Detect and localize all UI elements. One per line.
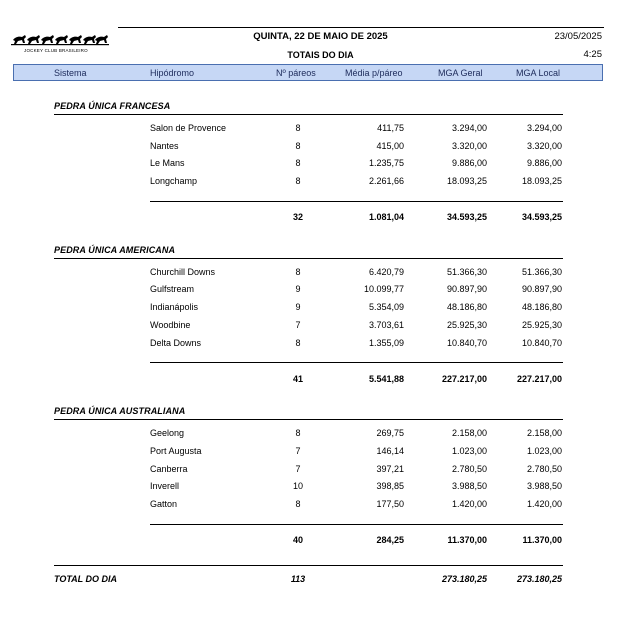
pareos-value: 8 bbox=[295, 123, 301, 133]
mga-geral-value: 1.023,00 bbox=[451, 446, 487, 456]
mga-geral-value: 3.320,00 bbox=[451, 141, 487, 151]
table-row bbox=[0, 176, 633, 190]
col-hipodromo: Hipódromo bbox=[150, 68, 195, 78]
hipodromo-name: Le Mans bbox=[150, 158, 185, 168]
grand-total-label: TOTAL DO DIA bbox=[54, 574, 117, 584]
media-value: 5.354,09 bbox=[368, 302, 404, 312]
media-value: 10.099,77 bbox=[363, 284, 404, 294]
total-media: 284,25 bbox=[376, 535, 404, 545]
media-value: 415,00 bbox=[376, 141, 404, 151]
report-title: TOTAIS DO DIA bbox=[287, 50, 354, 60]
media-value: 177,50 bbox=[376, 499, 404, 509]
mga-geral-value: 25.925,30 bbox=[446, 320, 487, 330]
mga-local-value: 10.840,70 bbox=[521, 338, 562, 348]
total-pareos: 40 bbox=[292, 535, 303, 545]
table-row bbox=[0, 284, 633, 298]
mga-geral-value: 1.420,00 bbox=[451, 499, 487, 509]
grand-total-mga-geral: 273.180,25 bbox=[441, 574, 487, 584]
mga-local-value: 90.897,90 bbox=[521, 284, 562, 294]
table-row bbox=[0, 158, 633, 172]
media-value: 3.703,61 bbox=[368, 320, 404, 330]
mga-geral-value: 90.897,90 bbox=[446, 284, 487, 294]
table-row bbox=[0, 302, 633, 316]
total-mga-local: 34.593,25 bbox=[521, 212, 562, 222]
grand-total-pareos: 113 bbox=[290, 574, 306, 584]
total-mga-local: 227.217,00 bbox=[516, 374, 562, 384]
hipodromo-name: Geelong bbox=[150, 428, 185, 438]
table-row bbox=[0, 464, 633, 478]
total-mga-local: 11.370,00 bbox=[522, 535, 562, 545]
mga-local-value: 48.186,80 bbox=[521, 302, 562, 312]
hipodromo-name: Port Augusta bbox=[150, 446, 202, 456]
mga-local-value: 25.925,30 bbox=[521, 320, 562, 330]
mga-geral-value: 48.186,80 bbox=[446, 302, 487, 312]
table-row bbox=[0, 481, 633, 495]
mga-local-value: 18.093,25 bbox=[521, 176, 562, 186]
table-row bbox=[0, 320, 633, 334]
pareos-value: 7 bbox=[295, 320, 301, 330]
total-media: 1.081,04 bbox=[368, 212, 404, 222]
mga-local-value: 51.366,30 bbox=[521, 267, 562, 277]
mga-geral-value: 3.294,00 bbox=[451, 123, 487, 133]
subtotal-rule bbox=[150, 201, 563, 202]
media-value: 398,85 bbox=[376, 481, 404, 491]
mga-local-value: 1.420,00 bbox=[526, 499, 562, 509]
grand-total-row bbox=[0, 574, 633, 588]
grand-total-mga-local: 273.180,25 bbox=[516, 574, 562, 584]
pareos-value: 8 bbox=[295, 158, 301, 168]
total-mga-geral: 34.593,25 bbox=[446, 212, 487, 222]
section-rule bbox=[54, 258, 563, 259]
report-date: QUINTA, 22 DE MAIO DE 2025 bbox=[253, 31, 388, 42]
hipodromo-name: Inverell bbox=[150, 481, 180, 491]
table-row bbox=[0, 446, 633, 460]
hipodromo-name: Salon de Provence bbox=[150, 123, 227, 133]
table-row bbox=[0, 499, 633, 513]
pareos-value: 8 bbox=[295, 428, 301, 438]
grand-total-rule bbox=[54, 565, 563, 566]
section-total-row bbox=[0, 535, 633, 549]
total-pareos: 41 bbox=[292, 374, 303, 384]
col-media: Média p/páreo bbox=[345, 68, 403, 78]
pareos-value: 10 bbox=[292, 481, 303, 491]
hipodromo-name: Churchill Downs bbox=[150, 267, 216, 277]
mga-geral-value: 18.093,25 bbox=[446, 176, 487, 186]
media-value: 6.420,79 bbox=[368, 267, 404, 277]
mga-geral-value: 2.780,50 bbox=[451, 464, 487, 474]
mga-geral-value: 2.158,00 bbox=[451, 428, 487, 438]
section-total-row bbox=[0, 212, 633, 226]
column-header-bar bbox=[13, 64, 603, 81]
table-row bbox=[0, 123, 633, 137]
col-mga-geral: MGA Geral bbox=[438, 68, 483, 78]
hipodromo-name: Longchamp bbox=[150, 176, 198, 186]
media-value: 397,21 bbox=[376, 464, 404, 474]
media-value: 146,14 bbox=[376, 446, 404, 456]
hipodromo-name: Delta Downs bbox=[150, 338, 202, 348]
table-row bbox=[0, 141, 633, 155]
mga-geral-value: 10.840,70 bbox=[446, 338, 487, 348]
section-title: PEDRA ÚNICA AMERICANA bbox=[54, 245, 176, 255]
media-value: 411,75 bbox=[377, 123, 404, 133]
hipodromo-name: Gulfstream bbox=[150, 284, 195, 294]
section-rule bbox=[54, 114, 563, 115]
total-pareos: 32 bbox=[292, 212, 303, 222]
section-title: PEDRA ÚNICA AUSTRALIANA bbox=[54, 406, 186, 416]
subtotal-rule bbox=[150, 362, 563, 363]
total-mga-geral: 11.370,00 bbox=[447, 535, 487, 545]
print-date: 23/05/2025 bbox=[554, 31, 602, 42]
pareos-value: 8 bbox=[295, 499, 301, 509]
pareos-value: 9 bbox=[295, 284, 301, 294]
pareos-value: 9 bbox=[295, 302, 301, 312]
mga-local-value: 9.886,00 bbox=[526, 158, 562, 168]
mga-local-value: 2.780,50 bbox=[526, 464, 562, 474]
media-value: 1.355,09 bbox=[368, 338, 404, 348]
subtotal-rule bbox=[150, 524, 563, 525]
media-value: 269,75 bbox=[376, 428, 404, 438]
section-rule bbox=[54, 419, 563, 420]
pareos-value: 7 bbox=[295, 446, 301, 456]
mga-local-value: 3.320,00 bbox=[526, 141, 562, 151]
col-sistema: Sistema bbox=[54, 68, 87, 78]
table-row bbox=[0, 267, 633, 281]
mga-local-value: 2.158,00 bbox=[526, 428, 562, 438]
pareos-value: 7 bbox=[295, 464, 301, 474]
mga-geral-value: 9.886,00 bbox=[451, 158, 487, 168]
pareos-value: 8 bbox=[295, 267, 301, 277]
table-row bbox=[0, 428, 633, 442]
hipodromo-name: Woodbine bbox=[150, 320, 191, 330]
col-pareos: Nº páreos bbox=[276, 68, 316, 78]
mga-geral-value: 3.988,50 bbox=[451, 481, 487, 491]
col-mga-local: MGA Local bbox=[516, 68, 561, 78]
section-title: PEDRA ÚNICA FRANCESA bbox=[54, 101, 171, 111]
pareos-value: 8 bbox=[295, 141, 301, 151]
mga-local-value: 1.023,00 bbox=[526, 446, 562, 456]
hipodromo-name: Nantes bbox=[150, 141, 179, 151]
media-value: 2.261,66 bbox=[368, 176, 404, 186]
pareos-value: 8 bbox=[295, 338, 301, 348]
mga-local-value: 3.988,50 bbox=[526, 481, 562, 491]
header-top-rule bbox=[118, 27, 604, 28]
section-total-row bbox=[0, 374, 633, 388]
print-time: 4:25 bbox=[583, 49, 602, 60]
pareos-value: 8 bbox=[295, 176, 301, 186]
hipodromo-name: Gatton bbox=[150, 499, 178, 509]
total-media: 5.541,88 bbox=[368, 374, 404, 384]
hipodromo-name: Canberra bbox=[150, 464, 188, 474]
mga-local-value: 3.294,00 bbox=[526, 123, 562, 133]
hipodromo-name: Indianápolis bbox=[150, 302, 199, 312]
table-row bbox=[0, 338, 633, 352]
logo-caption: JOCKEY CLUB BRASILEIRO bbox=[24, 48, 88, 53]
mga-geral-value: 51.366,30 bbox=[446, 267, 487, 277]
media-value: 1.235,75 bbox=[368, 158, 404, 168]
total-mga-geral: 227.217,00 bbox=[441, 374, 487, 384]
